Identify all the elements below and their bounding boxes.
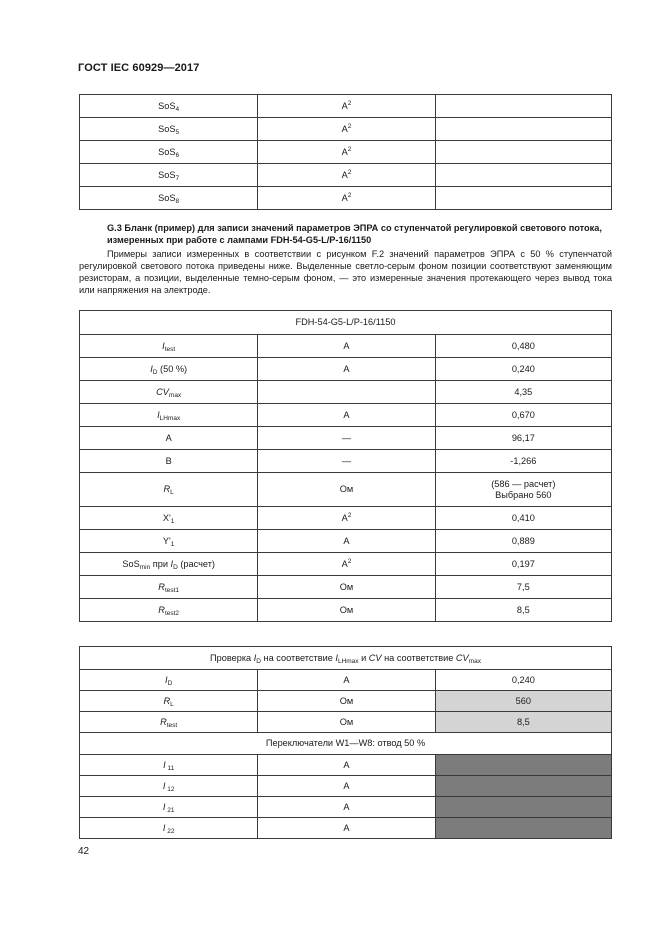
table-row (80, 335, 612, 358)
param-subscript: 5 (175, 128, 180, 136)
unit: A (341, 558, 348, 569)
unit: Ом (258, 599, 435, 622)
param-name: CV (156, 386, 169, 397)
table-row (80, 473, 612, 507)
caption-subscript: max (468, 657, 481, 665)
param-name: I (157, 409, 160, 420)
unit: A (341, 146, 348, 157)
measured-value-cell (435, 797, 611, 818)
param-name: I (162, 340, 165, 351)
unit: A (258, 358, 435, 381)
param-subscript: min (139, 563, 151, 571)
value-cell: 0,670 (435, 404, 611, 427)
table-row (80, 507, 612, 530)
value-cell (435, 95, 611, 118)
value-cell: 4,35 (435, 381, 611, 404)
unit (258, 381, 435, 404)
table-row (80, 164, 612, 187)
param-subscript: test (164, 345, 176, 353)
section-number: G.3 (107, 223, 122, 233)
param-subscript: 7 (175, 174, 180, 182)
unit: A (341, 169, 348, 180)
value-cell (435, 118, 611, 141)
value-cell: 0,889 (435, 530, 611, 553)
param-subscript: 12 (165, 785, 175, 793)
caption-text: на соответствие (381, 652, 456, 663)
param-name: X' (162, 512, 171, 523)
value-cell-highlighted: 560 (435, 691, 611, 712)
unit: — (258, 450, 435, 473)
param-name: I (163, 759, 166, 770)
caption-symbol: CV (455, 652, 469, 663)
param-suffix: (50 %) (157, 363, 188, 374)
param-name: R (158, 604, 165, 615)
unit-superscript: 2 (347, 145, 352, 153)
table-caption-row (80, 311, 612, 335)
value-cell-highlighted: 8,5 (435, 712, 611, 733)
param-subscript: 6 (175, 151, 180, 159)
value-line: (586 — расчет) (491, 478, 556, 489)
unit: A (258, 404, 435, 427)
param-subscript: 4 (175, 105, 180, 113)
param-name: I (162, 801, 166, 812)
unit: A (341, 100, 348, 111)
table-row (80, 818, 612, 839)
value-cell: 0,240 (435, 358, 611, 381)
param-subscript: L (170, 700, 174, 708)
param-subscript: 1 (170, 540, 175, 548)
document-header: ГОСТ IEC 60929—2017 (78, 62, 200, 74)
caption-symbol: I (253, 652, 257, 663)
param-name: I (165, 674, 168, 685)
caption-symbol: I (335, 652, 338, 663)
param-name: I (162, 822, 166, 833)
param-name: A (80, 427, 258, 450)
table-row (80, 450, 612, 473)
param-name: R (163, 695, 171, 706)
value-cell: 0,480 (435, 335, 611, 358)
param-name: Y' (162, 535, 171, 546)
value-cell (435, 164, 611, 187)
measurement-table (79, 310, 612, 622)
param-name: R (163, 484, 171, 494)
table-row (80, 776, 612, 797)
unit: A (341, 192, 348, 203)
measured-value-cell (435, 755, 611, 776)
unit: A (258, 818, 435, 839)
unit: A (341, 512, 348, 523)
table-row (80, 530, 612, 553)
unit: A (258, 670, 435, 691)
sos-table (79, 94, 612, 210)
unit: A (258, 530, 435, 553)
table-row (80, 797, 612, 818)
unit: — (258, 427, 435, 450)
param-name: SoS (158, 100, 176, 111)
table-row (80, 576, 612, 599)
caption-symbol: CV (368, 652, 382, 663)
table-row (80, 712, 612, 733)
page-number: 42 (78, 846, 90, 857)
value-cell: 8,5 (435, 599, 611, 622)
table-caption (80, 647, 612, 670)
param-subscript: test (166, 721, 178, 729)
caption-text: и (358, 652, 369, 663)
verification-table (79, 646, 612, 839)
param-subscript: 11 (165, 764, 175, 772)
unit: A (258, 797, 435, 818)
param-name-2: I (170, 558, 174, 569)
param-subscript: 1 (170, 517, 175, 525)
unit: A (341, 123, 348, 134)
param-subscript: test2 (164, 609, 180, 617)
param-subscript: max (168, 391, 182, 399)
param-name: SoS (158, 146, 176, 157)
body-paragraph: Примеры записи измеренных в соответствии с рисунком F.2 значений параметров ЭПРА с 50 % ступенчатой регулировкой светового потока приведены ниже. Выделенные светло-серым фоном позиции соответствуют заменяющим резисторам, а позиции, выделенные темно-серым фоном, — это измеренные значения протекающего через вывод тока или напряжения на электроде. (79, 249, 612, 295)
param-name: B (80, 450, 258, 473)
param-suffix: (расчет) (177, 558, 215, 569)
caption-subscript: D (256, 657, 261, 665)
value-cell: 0,240 (435, 670, 611, 691)
param-name: R (160, 716, 167, 727)
unit-superscript: 2 (347, 122, 352, 130)
value-cell: -1,266 (435, 450, 611, 473)
param-subscript: 21 (165, 806, 175, 814)
param-subscript: LHmax (159, 414, 181, 422)
param-subscript-2: D (173, 563, 178, 571)
value-cell: 7,5 (435, 576, 611, 599)
table-row (80, 381, 612, 404)
unit-superscript: 2 (347, 557, 352, 565)
param-name: R (158, 581, 165, 592)
unit: A (258, 335, 435, 358)
param-name: I (162, 780, 166, 791)
unit: Ом (258, 576, 435, 599)
table-row (80, 691, 612, 712)
caption-text: Проверка (210, 652, 254, 663)
table-caption-row (80, 647, 612, 670)
value-cell: 0,410 (435, 507, 611, 530)
table-row (80, 187, 612, 210)
param-name: SoS (158, 192, 176, 203)
table-row (80, 118, 612, 141)
unit: Ом (258, 712, 435, 733)
table-row (80, 599, 612, 622)
value-cell: 96,17 (435, 427, 611, 450)
value-cell (435, 187, 611, 210)
param-name: SoS (122, 558, 140, 569)
param-subscript: L (170, 489, 174, 496)
table-row (80, 553, 612, 576)
unit: Ом (258, 473, 435, 507)
section-title: Бланк (пример) для записи значений параметров ЭПРА со ступенчатой регулировкой светового потока, измеренных при работе с лампами FDH-54-G5-L/P-16/1150 (107, 223, 602, 245)
caption-text: на соответствие (261, 652, 336, 663)
unit: A (258, 755, 435, 776)
param-name: SoS (158, 123, 176, 134)
table-row (80, 141, 612, 164)
table-caption-row (80, 733, 612, 755)
unit: Ом (258, 691, 435, 712)
param-connector: при (150, 558, 171, 569)
param-subscript: 8 (175, 197, 180, 205)
measured-value-cell (435, 776, 611, 797)
param-subscript: test1 (164, 586, 180, 594)
table-row (80, 358, 612, 381)
section-heading (107, 222, 612, 246)
param-subscript: D (167, 679, 173, 687)
param-name: SoS (158, 169, 176, 180)
unit-superscript: 2 (347, 99, 352, 107)
table-row (80, 670, 612, 691)
table-row (80, 427, 612, 450)
unit-superscript: 2 (347, 511, 352, 519)
switch-caption: Переключатели W1—W8: отвод 50 % (80, 733, 612, 755)
table-row (80, 95, 612, 118)
value-cell: 0,197 (435, 553, 611, 576)
value-cell (435, 473, 611, 507)
caption-subscript: LHmax (337, 657, 359, 665)
unit: A (258, 776, 435, 797)
unit-superscript: 2 (347, 191, 352, 199)
value-line: Выбрано 560 (495, 489, 552, 500)
table-caption: FDH-54-G5-L/P-16/1150 (80, 311, 612, 335)
param-name: I (150, 363, 153, 374)
table-row (80, 755, 612, 776)
table-row (80, 404, 612, 427)
unit-superscript: 2 (347, 168, 352, 176)
param-subscript: D (152, 368, 158, 376)
value-cell (435, 141, 611, 164)
param-subscript: 22 (165, 827, 175, 835)
measured-value-cell (435, 818, 611, 839)
